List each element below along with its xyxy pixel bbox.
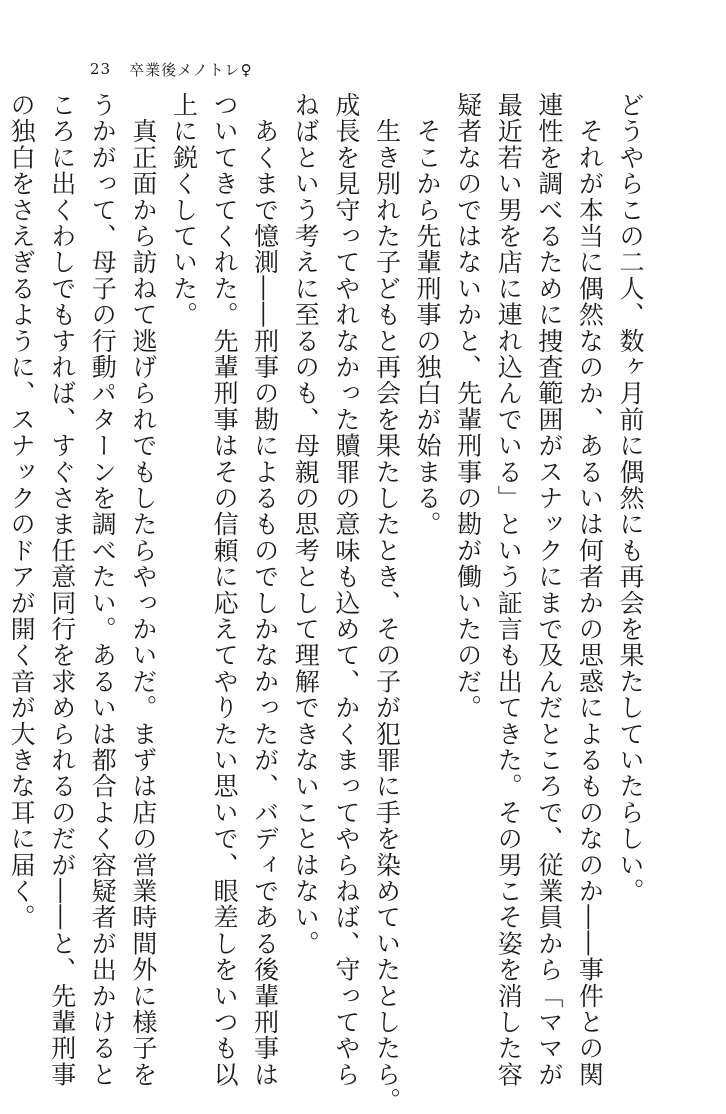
text-line: 生き別れた子どもと再会を果たしたとき、その子が犯罪に手を染めていたとしたら。 xyxy=(372,92,402,1114)
book-title: 卒業後メノトレ♀ xyxy=(129,60,253,79)
text-line: あくまで憶測――刑事の勘によるものでしかなかったが、バディである後輩刑事は xyxy=(250,92,280,1088)
text-line: 成長を見守ってやれなかった贖罪の意味も込めて、かくまってやらねば、守ってやら xyxy=(331,92,361,1088)
text-line: そこから先輩刑事の独白が始まる。 xyxy=(413,92,443,538)
vertical-body-text xyxy=(7,92,650,1114)
text-line: ついてきてくれた。先輩刑事はその信頼に応えてやりたい思いで、眼差しをいつも以 xyxy=(210,92,240,1088)
running-header xyxy=(90,57,253,81)
text-line: うかがって、母子の行動パターンを調べたい。あるいは都合よく容疑者が出かけると xyxy=(88,92,118,1088)
text-line: ころに出くわしでもすれば、すぐさま任意同行を求められるのだが――と、先輩刑事 xyxy=(47,92,77,1088)
text-line: 真正面から訪ねて逃げられでもしたらやっかいだ。まずは店の営業時間外に様子を xyxy=(128,92,158,1088)
text-line: どうやらこの二人、数ヶ月前に偶然にも再会を果たしていたらしい。 xyxy=(616,92,645,905)
text-line: 連性を調べるために捜査範囲がスナックにまで及んだところで、従業員から「ママが xyxy=(534,92,564,1088)
text-line: 上に鋭くしていた。 xyxy=(169,92,199,328)
text-line: ねばという考えに至るのも、母親の思考として理解できないことはない。 xyxy=(291,92,321,957)
page-number: 23 xyxy=(90,60,112,78)
text-line: 最近若い男を店に連れ込んでいる」という証言も出てきた。その男こそ姿を消した容 xyxy=(494,92,524,1088)
text-line: それが本当に偶然なのか、あるいは何者かの思惑によるものなのか――事件との関 xyxy=(575,92,605,1088)
text-line: 疑者なのではないかと、先輩刑事の勘が働いたのだ。 xyxy=(453,92,483,721)
text-line: の独白をさえぎるように、スナックのドアが開く音が大きな耳に届く。 xyxy=(7,92,37,931)
